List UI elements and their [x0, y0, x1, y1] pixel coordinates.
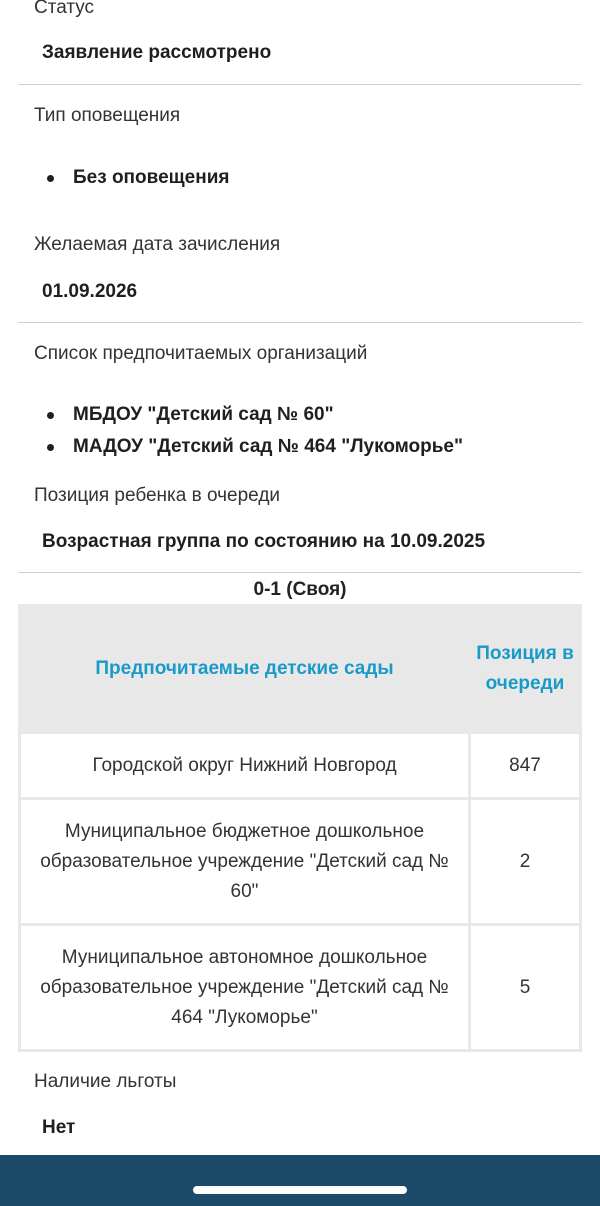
divider	[18, 84, 582, 85]
position-cell: 5	[471, 926, 579, 1049]
notification-label: Тип оповещения	[34, 105, 181, 126]
position-cell: 2	[471, 800, 579, 923]
kindergarten-cell: Муниципальное автономное дошкольное образовательное учреждение "Детский сад № 464 "Лукоморье"	[21, 926, 468, 1049]
benefit-value: Нет	[42, 1117, 76, 1138]
enrollment-date-value: 01.09.2026	[42, 281, 138, 302]
status-value: Заявление рассмотрено	[42, 42, 272, 63]
home-indicator[interactable]	[193, 1186, 407, 1194]
age-group-heading: Возрастная группа по состоянию на 10.09.2025	[42, 531, 486, 552]
preferred-orgs-label: Список предпочитаемых организаций	[34, 343, 368, 364]
kindergarten-cell: Городской округ Нижний Новгород	[21, 734, 468, 797]
queue-table	[18, 604, 582, 1052]
preferred-org-item: МБДОУ "Детский сад № 60"	[18, 399, 463, 431]
group-name: 0-1 (Своя)	[253, 579, 347, 600]
benefit-label: Наличие льготы	[34, 1071, 177, 1092]
notification-item: Без оповещения	[18, 162, 229, 194]
column-header-kindergartens: Предпочитаемые детские сады	[21, 607, 468, 731]
position-cell: 847	[471, 734, 579, 797]
column-header-position: Позиция в очереди	[471, 607, 579, 731]
table-row	[21, 734, 579, 797]
status-label: Статус	[34, 0, 95, 18]
bottom-bar	[0, 1155, 600, 1206]
preferred-org-item: МАДОУ "Детский сад № 464 "Лукоморье"	[18, 431, 463, 463]
preferred-orgs-list	[18, 399, 463, 463]
table-header-row	[21, 607, 579, 731]
divider	[18, 322, 582, 323]
table-row	[21, 926, 579, 1049]
queue-position-label: Позиция ребенка в очереди	[34, 485, 281, 506]
divider	[18, 572, 582, 573]
notification-list	[18, 162, 229, 194]
enrollment-date-label: Желаемая дата зачисления	[34, 234, 281, 255]
table-row	[21, 800, 579, 923]
kindergarten-cell: Муниципальное бюджетное дошкольное образовательное учреждение "Детский сад № 60"	[21, 800, 468, 923]
